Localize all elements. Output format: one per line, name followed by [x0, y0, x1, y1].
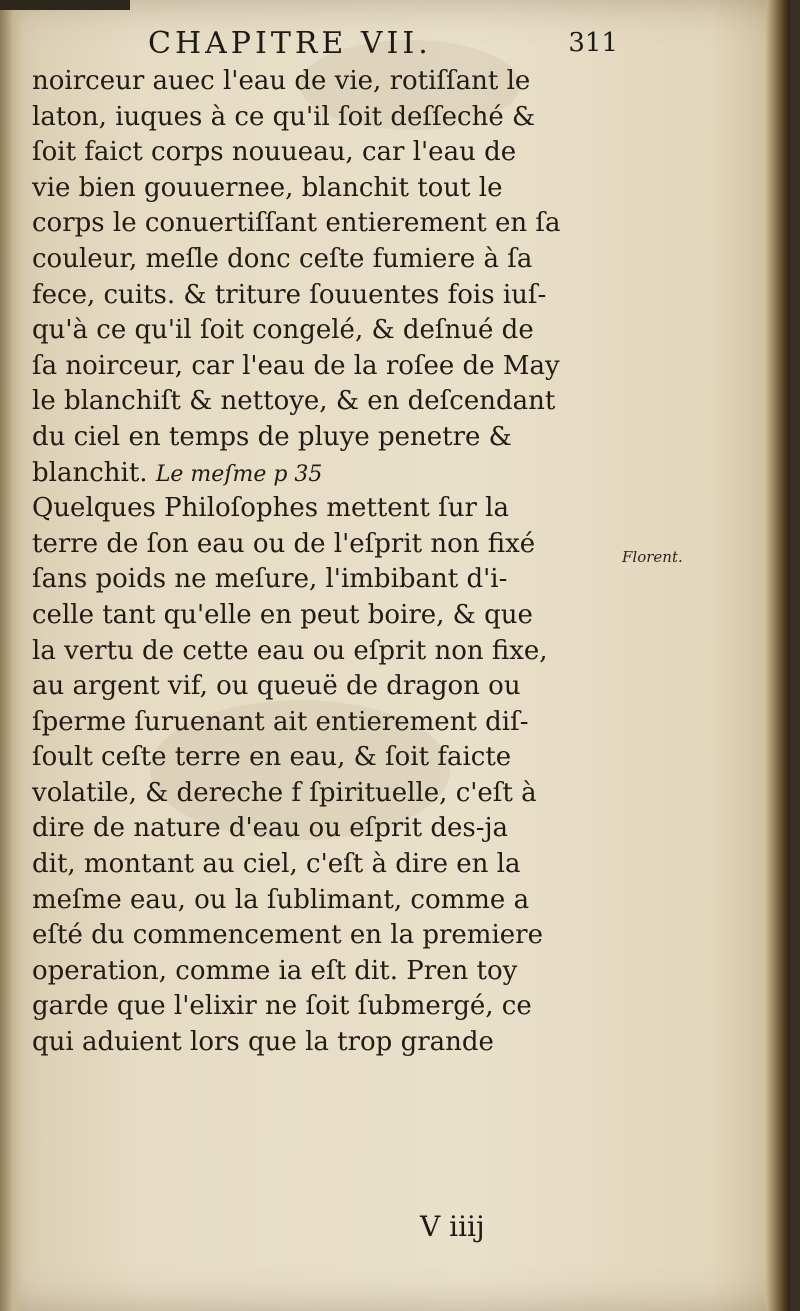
text-line: fece, cuits. & triture ſouuentes fois iuſ- — [32, 279, 547, 310]
text-fragment: blanchit. — [32, 457, 148, 488]
text-line: celle tant qu'elle en peut boire, & que — [32, 599, 533, 630]
reference-note: Le meſme p 35 — [155, 461, 323, 487]
text-line: qu'à ce qu'il ſoit congelé, & deſnué de — [32, 315, 534, 346]
text-line: dit, montant au ciel, c'eſt à dire en la — [32, 849, 521, 880]
running-head: CHAPITRE VII. — [148, 26, 432, 61]
page-gutter — [0, 0, 22, 1311]
text-line: vie bien gouuernee, blanchit tout le — [32, 172, 503, 203]
text-line: du ciel en temps de pluye penetre & — [32, 421, 512, 452]
text-line: meſme eau, ou la ſublimant, comme a — [32, 884, 530, 915]
page-header — [148, 26, 618, 66]
page-edge — [766, 0, 790, 1311]
text-line: la vertu de cette eau ou eſprit non fixe, — [32, 635, 548, 666]
text-block — [32, 64, 622, 1061]
text-line: terre de ſon eau ou de l'eſprit non fixé — [32, 528, 536, 559]
text-line: volatile, & dereche f ſpirituelle, c'eſt à — [32, 777, 537, 808]
text-line: au argent vif, ou queuë de dragon ou — [32, 671, 521, 702]
text-line: noirceur auec l'eau de vie, rotiſſant le — [32, 66, 531, 96]
text-line: le blanchiſt & nettoye, & en deſcendant — [32, 386, 556, 417]
text-line: couleur, meſle donc ceſte fumiere à ſa — [32, 243, 533, 274]
text-line: ſoult ceſte terre en eau, & ſoit faicte — [32, 742, 512, 773]
text-line: laton, iuques à ce qu'il ſoit deſſeché & — [32, 101, 536, 132]
text-line: Quelques Philoſophes mettent ſur la — [32, 493, 509, 524]
text-line: ſa noirceur, car l'eau de la roſee de May — [32, 350, 560, 381]
text-line: garde que l'elixir ne ſoit ſubmergé, ce — [32, 991, 532, 1022]
text-line: dire de nature d'eau ou eſprit des-ja — [32, 813, 509, 844]
binding-tab — [0, 0, 130, 10]
text-line: ſans poids ne meſure, l'imbibant d'i- — [32, 564, 508, 595]
text-line: operation, comme ia eſt dit. Pren toy — [32, 955, 518, 986]
text-line-with-note — [32, 456, 622, 492]
text-line: ſoit faict corps nouueau, car l'eau de — [32, 137, 517, 168]
text-line: corps le conuertiſſant entierement en ſa — [32, 208, 561, 239]
page-number: 311 — [568, 28, 618, 58]
text-line: qui aduient lors que la trop grande — [32, 1027, 494, 1058]
text-line: eſté du commencement en la premiere — [32, 920, 543, 951]
signature-mark: V iiij — [420, 1210, 485, 1243]
margin-note: Florent. — [622, 548, 683, 566]
text-line: ſperme ſuruenant ait entierement diſ- — [32, 706, 529, 737]
